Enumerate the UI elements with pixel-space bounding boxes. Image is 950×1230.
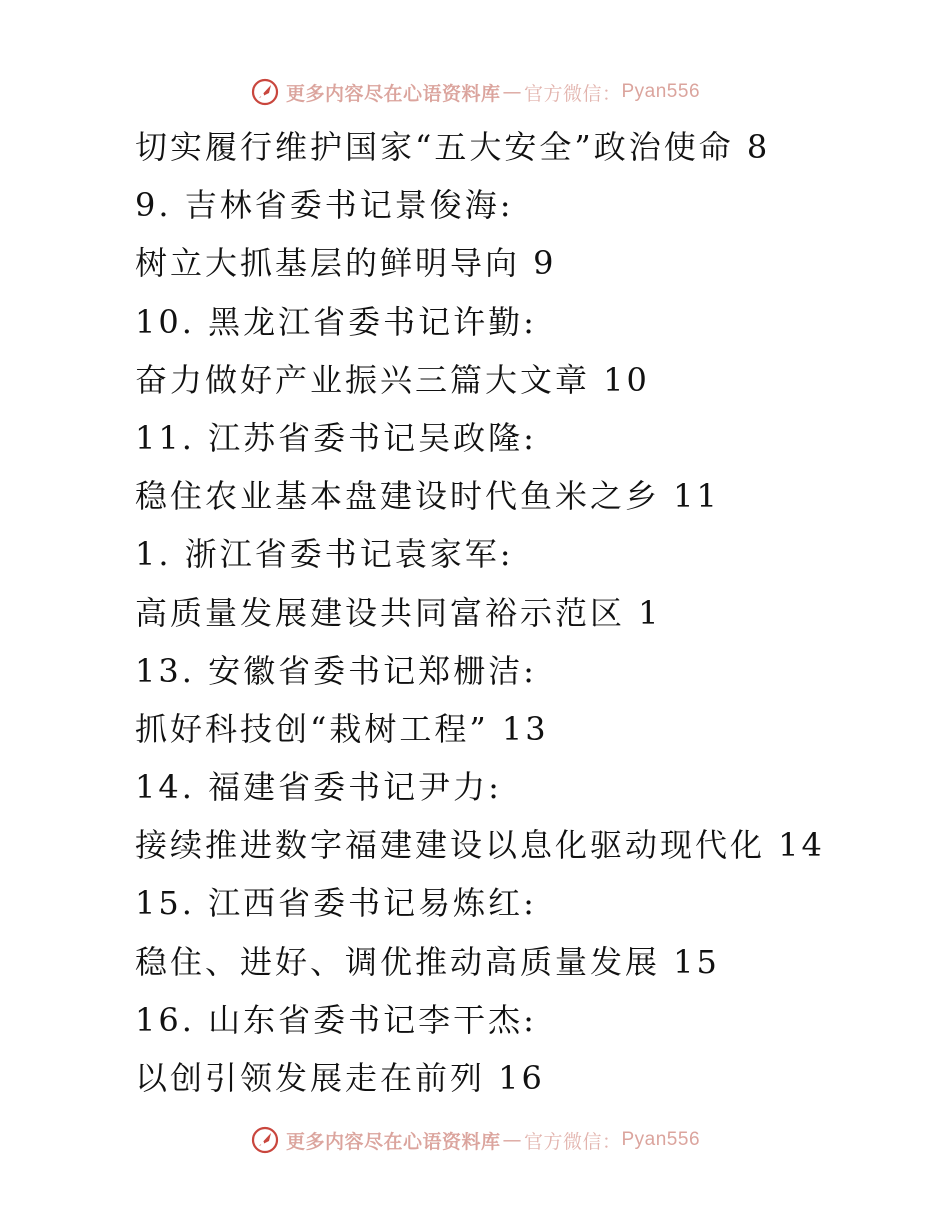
watermark-label: 官方微信： xyxy=(523,82,622,105)
watermark-separator: — xyxy=(502,81,522,103)
footer-watermark xyxy=(0,1120,950,1160)
watermark-id: Pyan556 xyxy=(621,81,701,102)
toc-list xyxy=(135,118,915,1107)
watermark-main-text: 更多内容尽在心语资料库 xyxy=(285,1130,501,1153)
quill-circle-logo-icon xyxy=(250,77,280,107)
toc-line: 以创引领发展走在前列 16 xyxy=(135,1059,545,1097)
toc-line: 奋力做好产业振兴三篇大文章 10 xyxy=(135,360,650,399)
header-watermark xyxy=(0,72,950,112)
toc-line: 9. 吉林省委书记景俊海: xyxy=(135,186,514,225)
toc-line: 稳住农业基本盘建设时代鱼米之乡 11 xyxy=(135,477,720,516)
toc-line: 16. 山东省委书记李干杰: xyxy=(135,1000,537,1039)
watermark-label: 官方微信： xyxy=(523,1130,622,1153)
quill-circle-logo-icon xyxy=(250,1125,280,1155)
watermark-main-text: 更多内容尽在心语资料库 xyxy=(285,82,501,105)
toc-line: 14. 福建省委书记尹力: xyxy=(135,768,502,807)
toc-line: 15. 江西省委书记易炼红: xyxy=(135,884,537,923)
toc-line: 切实履行维护国家“五大安全”政治使命 8 xyxy=(135,128,771,166)
toc-line: 抓好科技创“栽树工程” 13 xyxy=(135,709,549,748)
toc-line: 1. 浙江省委书记袁家军: xyxy=(135,535,514,574)
watermark-id: Pyan556 xyxy=(621,1129,701,1150)
watermark-separator: — xyxy=(502,1129,522,1151)
toc-line: 高质量发展建设共同富裕示范区 1 xyxy=(135,593,662,632)
toc-line: 接续推进数字福建建设以息化驱动现代化 14 xyxy=(135,826,825,865)
toc-line: 10. 黑龙江省委书记许勤: xyxy=(135,302,537,341)
toc-line: 稳住、进好、调优推动高质量发展 15 xyxy=(135,942,720,981)
toc-line: 13. 安徽省委书记郑栅洁: xyxy=(135,651,537,690)
toc-line: 树立大抓基层的鲜明导向 9 xyxy=(135,244,557,283)
toc-line: 11. 江苏省委书记吴政隆: xyxy=(135,418,537,457)
